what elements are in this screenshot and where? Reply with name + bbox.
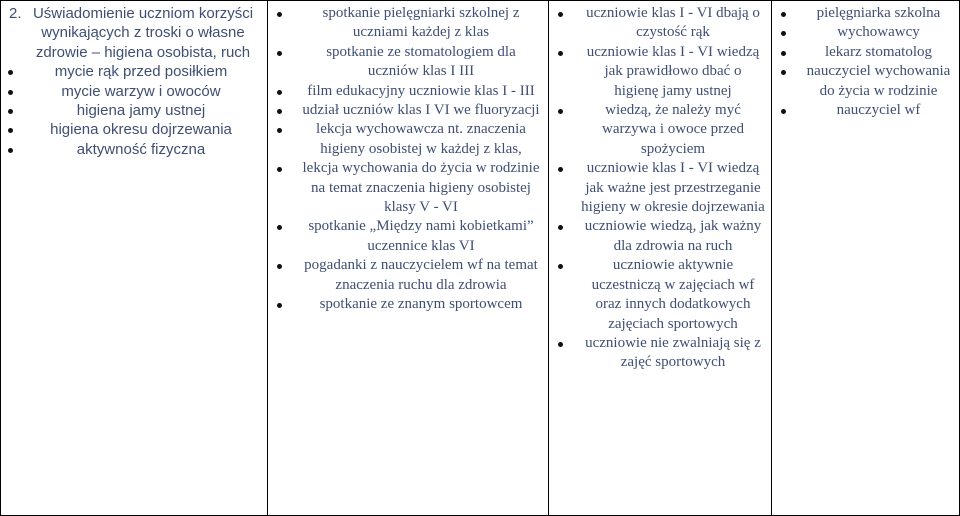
- list-item: aktywność fizyczna: [7, 140, 261, 159]
- list-item: film edukacyjny uczniowie klas I - III: [274, 82, 542, 101]
- bullet-icon: [781, 12, 786, 17]
- list-item: nauczyciel wychowania do życia w rodzinie: [778, 62, 953, 101]
- list-item: wychowawcy: [778, 23, 953, 42]
- bullet-icon: [781, 31, 786, 36]
- objective-cell: [1, 1, 268, 516]
- list-item: uczniowie klas I - VI wiedzą jak ważne jest przestrzeganie higieny w okresie dojrzewania: [555, 159, 765, 217]
- bullet-icon: [277, 109, 282, 114]
- list-item: spotkanie pielęgniarki szkolnej z uczniami każdej z klas: [274, 4, 542, 43]
- list-item: uczniowie wiedzą, jak ważny dla zdrowia na ruch: [555, 217, 765, 256]
- list-item: spotkanie ze znanym sportowcem: [274, 295, 542, 314]
- bullet-icon: [8, 90, 13, 95]
- objective-list: [7, 62, 261, 159]
- section-title: Uświadomienie uczniom korzyści wynikających z troski o własne zdrowie – higiena osobista, ruch: [32, 5, 254, 61]
- table-row: [1, 1, 960, 516]
- bullet-icon: [781, 70, 786, 75]
- bullet-icon: [8, 109, 13, 114]
- list-item: lekcja wychowawcza nt. znaczenia higieny osobistej w każdej z klas,: [274, 120, 542, 159]
- list-item: pogadanki z nauczycielem wf na temat znaczenia ruchu dla zdrowia: [274, 256, 542, 295]
- bullet-icon: [277, 12, 282, 17]
- list-item: uczniowie nie zwalniają się z zajęć sportowych: [555, 334, 765, 373]
- section-heading: [7, 4, 261, 62]
- bullet-icon: [277, 167, 282, 172]
- list-item: lekarz stomatolog: [778, 43, 953, 62]
- bullet-icon: [558, 167, 563, 172]
- list-item: lekcja wychowania do życia w rodzinie na temat znaczenia higieny osobistej klasy V - VI: [274, 159, 542, 217]
- bullet-icon: [277, 264, 282, 269]
- list-item: higiena jamy ustnej: [7, 101, 261, 120]
- responsible-list: [778, 4, 953, 120]
- list-item: uczniowie klas I - VI wiedzą jak prawidłowo dbać o higienę jamy ustnej: [555, 43, 765, 101]
- section-number: 2.: [9, 5, 22, 22]
- outcomes-cell: [549, 1, 772, 516]
- bullet-icon: [558, 342, 563, 347]
- list-item: uczniowie klas I - VI dbają o czystość rąk: [555, 4, 765, 43]
- bullet-icon: [558, 51, 563, 56]
- bullet-icon: [558, 12, 563, 17]
- list-item: pielęgniarka szkolna: [778, 4, 953, 23]
- bullet-icon: [781, 51, 786, 56]
- bullet-icon: [277, 90, 282, 95]
- bullet-icon: [277, 303, 282, 308]
- bullet-icon: [8, 148, 13, 153]
- responsible-cell: [772, 1, 960, 516]
- list-item: spotkanie „Między nami kobietkami” uczennice klas VI: [274, 217, 542, 256]
- list-item: mycie warzyw i owoców: [7, 82, 261, 101]
- bullet-icon: [558, 225, 563, 230]
- list-item: mycie rąk przed posiłkiem: [7, 62, 261, 81]
- bullet-icon: [781, 109, 786, 114]
- list-item: spotkanie ze stomatologiem dla uczniów klas I III: [274, 43, 542, 82]
- list-item: higiena okresu dojrzewania: [7, 120, 261, 139]
- bullet-icon: [277, 51, 282, 56]
- activities-list: [274, 4, 542, 315]
- list-item: nauczyciel wf: [778, 101, 953, 120]
- outcomes-list: [555, 4, 765, 373]
- bullet-icon: [558, 264, 563, 269]
- list-item: uczniowie aktywnie uczestniczą w zajęciach wf oraz innych dodatkowych zajęciach sportowych: [555, 256, 765, 334]
- bullet-icon: [277, 128, 282, 133]
- list-item: wiedzą, że należy myć warzywa i owoce przed spożyciem: [555, 101, 765, 159]
- activities-cell: [268, 1, 549, 516]
- list-item: udział uczniów klas I VI we fluoryzacji: [274, 101, 542, 120]
- bullet-icon: [558, 109, 563, 114]
- bullet-icon: [277, 225, 282, 230]
